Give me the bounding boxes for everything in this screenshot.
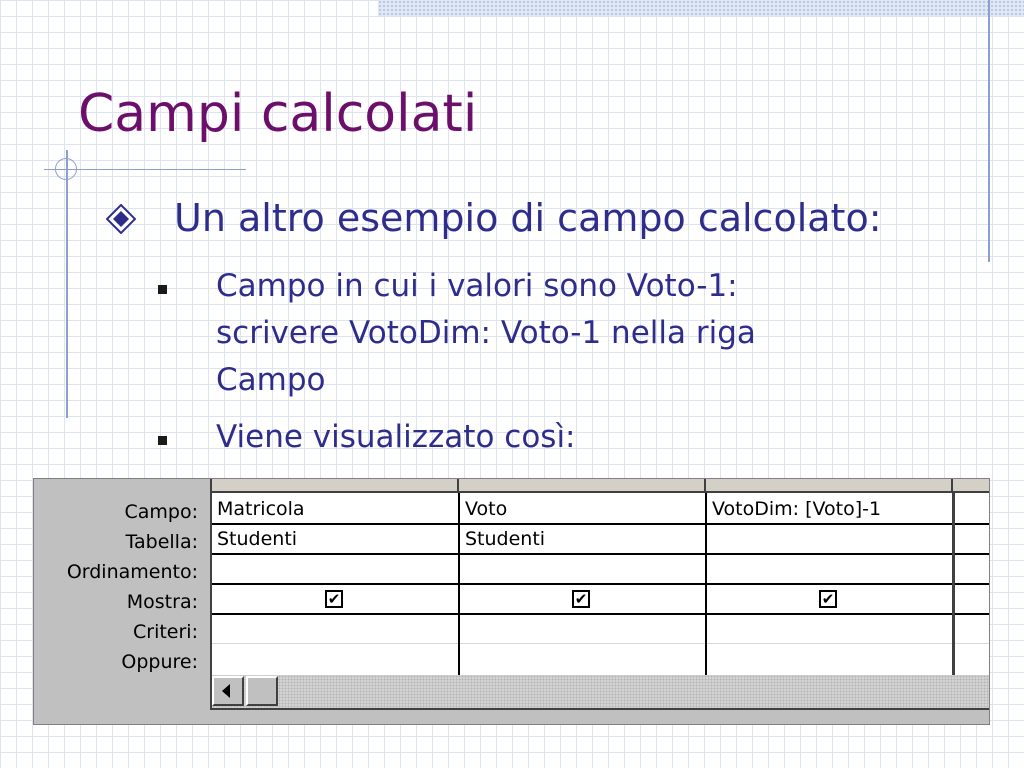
mostra-checkbox-1[interactable]: ✔: [325, 590, 343, 608]
ordinamento-cell-1[interactable]: [212, 554, 458, 584]
diamond-bullet-icon: [106, 204, 136, 234]
decorative-circle: [55, 158, 77, 180]
bullet-level1-text: Un altro esempio di campo calcolato:: [174, 196, 882, 240]
column-selector-2[interactable]: [459, 479, 706, 491]
slide-title: Campi calcolati: [78, 84, 478, 144]
tabella-cell-1[interactable]: Studenti: [217, 528, 298, 550]
scroll-thumb[interactable]: [246, 676, 278, 706]
tabella-cell-3[interactable]: [707, 524, 952, 554]
arrow-left-icon: [222, 684, 230, 698]
column-selector-bar: [212, 479, 990, 493]
row-labels: [34, 497, 198, 677]
criteri-cell-3[interactable]: [707, 614, 952, 644]
column-selector-1[interactable]: [212, 479, 459, 491]
scroll-left-button[interactable]: [212, 676, 244, 706]
row-label-campo: Campo:: [124, 501, 198, 523]
row-label-mostra: Mostra:: [126, 591, 198, 613]
top-decorative-band: [378, 0, 1024, 16]
square-bullet-icon: [158, 285, 167, 294]
subbullet-2: [158, 414, 838, 461]
query-design-grid: [33, 478, 990, 725]
oppure-cell-1[interactable]: [212, 644, 458, 674]
column-selector-3[interactable]: [706, 479, 953, 491]
column-selector-4[interactable]: [953, 479, 990, 491]
left-decorative-rule: [66, 150, 68, 418]
subbullet-1-text: Campo in cui i valori sono Voto-1: scrivere VotoDim: Voto-1 nella riga Campo: [216, 268, 756, 398]
oppure-cell-2[interactable]: [460, 644, 705, 674]
ordinamento-cell-3[interactable]: [707, 554, 952, 584]
campo-cell-1[interactable]: Matricola: [217, 498, 305, 520]
row-label-tabella: Tabella:: [125, 531, 198, 553]
ordinamento-cell-2[interactable]: [460, 554, 705, 584]
criteri-cell-1[interactable]: [212, 614, 458, 644]
grid-column-divider: [952, 493, 955, 675]
campo-cell-2[interactable]: Voto: [465, 498, 508, 520]
row-label-criteri: Criteri:: [133, 621, 198, 643]
tabella-cell-2[interactable]: Studenti: [465, 528, 546, 550]
mostra-checkbox-2[interactable]: ✔: [572, 590, 590, 608]
subbullet-1: [158, 263, 838, 404]
query-grid-cells: [210, 479, 990, 710]
square-bullet-icon: [158, 436, 167, 445]
campo-cell-3[interactable]: VotoDim: [Voto]-1: [712, 498, 882, 520]
mostra-checkbox-3[interactable]: ✔: [819, 590, 837, 608]
subbullet-2-text: Viene visualizzato così:: [216, 419, 576, 455]
row-label-oppure: Oppure:: [121, 651, 198, 673]
horizontal-scrollbar[interactable]: [212, 675, 990, 708]
right-decorative-rule: [988, 0, 990, 262]
criteri-cell-2[interactable]: [460, 614, 705, 644]
row-label-ordinamento: Ordinamento:: [66, 561, 198, 583]
oppure-cell-3[interactable]: [707, 644, 952, 674]
